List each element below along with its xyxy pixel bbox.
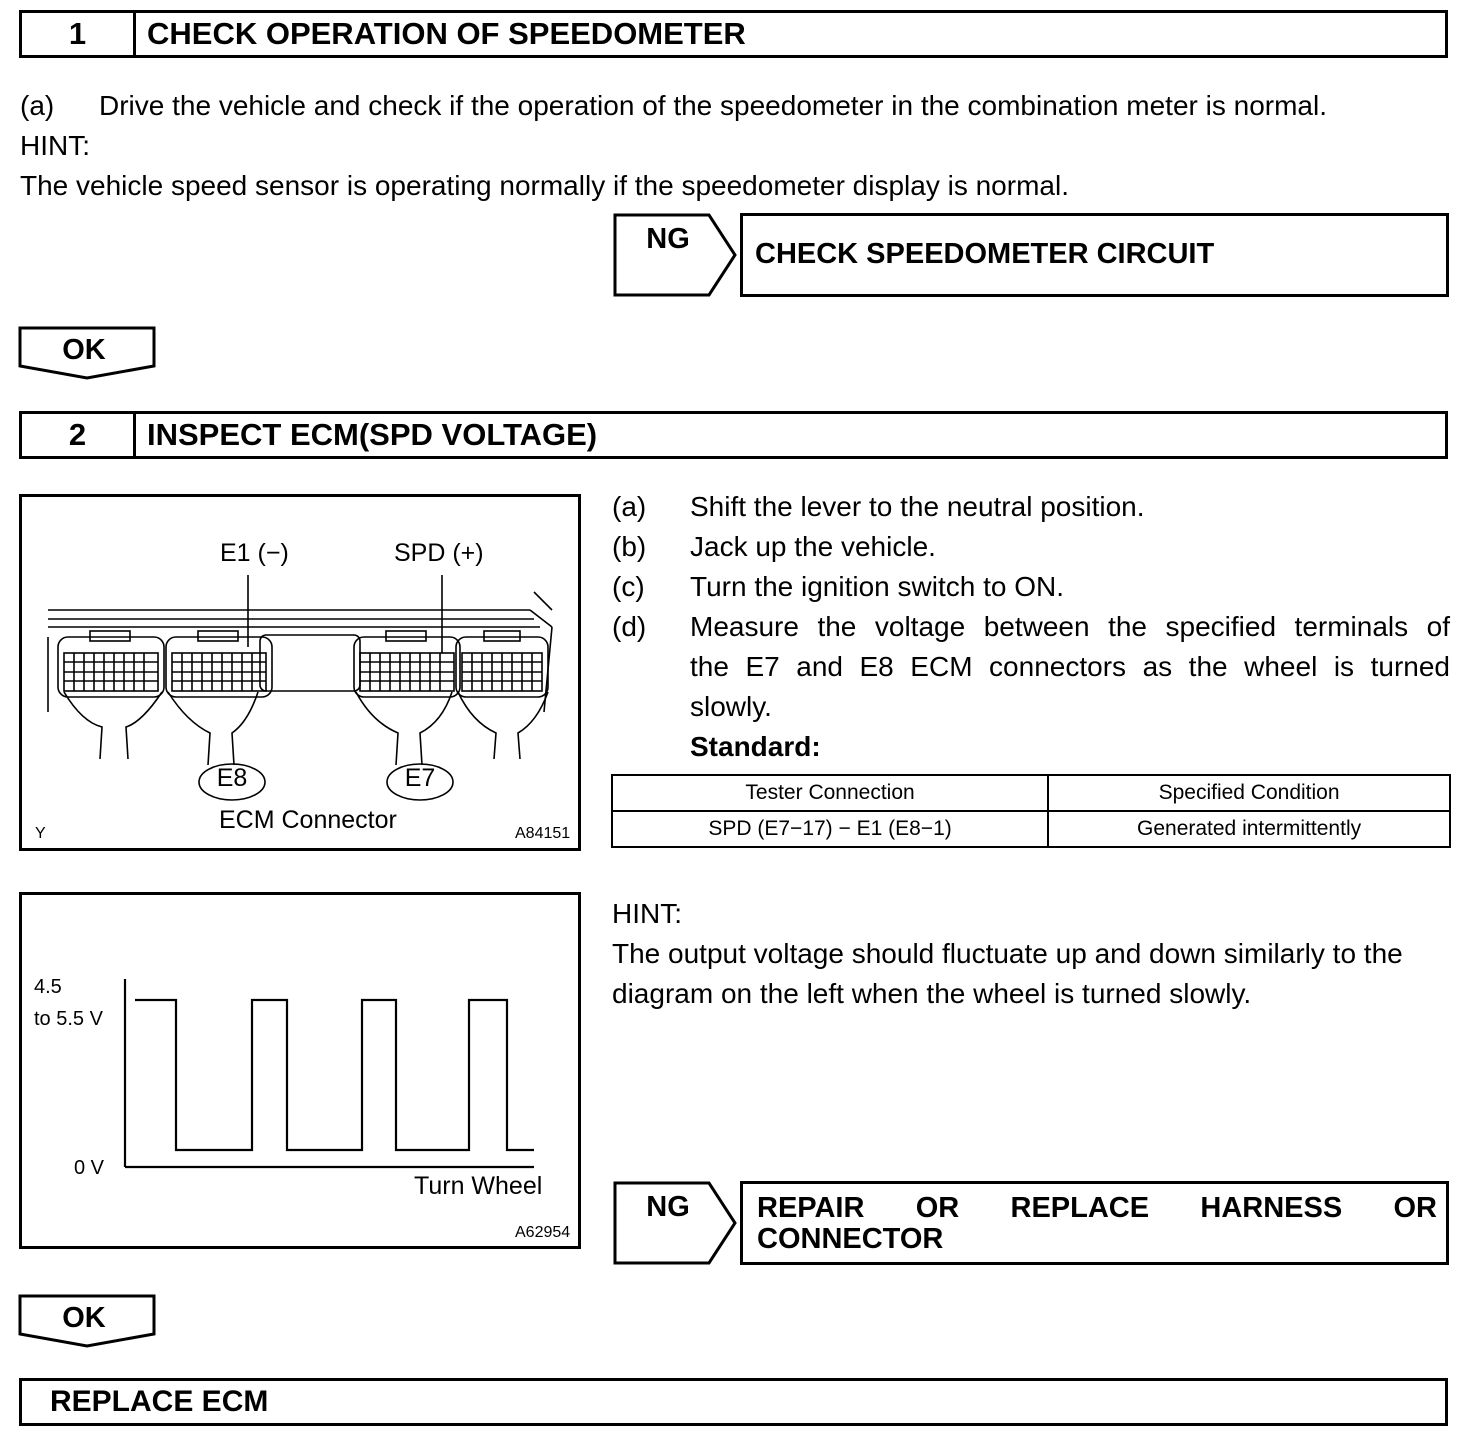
step-2-item-c-label: (c)	[612, 571, 645, 602]
standard-table	[611, 774, 1451, 848]
standard-label: Standard:	[690, 731, 821, 762]
step-2-ng-action-line-1	[757, 1192, 1437, 1225]
step-2-item-b-text: Jack up the vehicle.	[690, 531, 936, 562]
ecm-connector-figure	[19, 494, 581, 851]
step-2-ok-arrow	[18, 1294, 156, 1348]
ecm-connector-caption: ECM Connector	[219, 806, 397, 834]
step-2-item-b-label: (b)	[612, 531, 647, 562]
ng-word: OR	[915, 1192, 960, 1224]
step-1-title: CHECK OPERATION OF SPEEDOMETER	[147, 16, 746, 51]
e8-connector-label: E8	[216, 764, 248, 792]
step-1-ng-action-box	[740, 213, 1449, 297]
step-1-item-a-label: (a)	[20, 90, 55, 121]
step-2-ok-label: OK	[62, 1302, 106, 1334]
step-2-ng-arrow	[613, 1181, 738, 1265]
step-1-number: 1	[22, 13, 136, 55]
step-1-item-a-text: Drive the vehicle and check if the operation of the speedometer in the combination meter is normal.	[99, 90, 1327, 121]
step-1-hint-text: The vehicle speed sensor is operating normally if the speedometer display is normal.	[20, 170, 1069, 201]
spd-terminal-label: SPD (+)	[394, 539, 484, 567]
figure-2-code: A62954	[515, 1224, 571, 1241]
table-header-tester-connection: Tester Connection	[612, 775, 1048, 811]
ng-word: OR	[1393, 1192, 1437, 1224]
figure-1-corner-mark: Y	[35, 825, 46, 842]
step-1-ng-arrow	[613, 213, 738, 297]
step-2-item-d-line-3: slowly.	[690, 691, 772, 722]
step-2-item-c-text: Turn the ignition switch to ON.	[690, 571, 1065, 602]
step-2-hint-line-2: diagram on the left when the wheel is turned slowly.	[612, 978, 1252, 1009]
ng-word: REPLACE	[1010, 1192, 1150, 1224]
step-2-header	[19, 411, 1448, 459]
table-cell-condition: Generated intermittently	[1048, 811, 1450, 847]
y-axis-high-label-1: 4.5	[34, 976, 62, 998]
x-axis-label: Turn Wheel	[414, 1172, 543, 1200]
ng-word: HARNESS	[1200, 1192, 1343, 1224]
ng-word: REPAIR	[757, 1192, 865, 1224]
step-1-ok-arrow	[18, 326, 156, 380]
table-header-specified-condition: Specified Condition	[1048, 775, 1450, 811]
step-2-number: 2	[22, 414, 136, 456]
step-1-ng-action: CHECK SPEEDOMETER CIRCUIT	[755, 238, 1215, 270]
step-2-ng-action-box	[740, 1181, 1449, 1265]
final-action-title: REPLACE ECM	[50, 1385, 269, 1418]
step-2-item-a-label: (a)	[612, 491, 647, 522]
ecm-connector-drawing	[22, 497, 578, 848]
step-1-hint-label: HINT:	[20, 130, 90, 161]
voltage-waveform-figure	[19, 892, 581, 1249]
step-2-ng-action-line-2: CONNECTOR	[757, 1223, 944, 1255]
step-2-ng-label: NG	[646, 1191, 690, 1223]
step-1-ng-label: NG	[646, 223, 690, 255]
step-2-item-d-label: (d)	[612, 611, 647, 642]
step-2-item-d-line-2: the E7 and E8 ECM connectors as the wheel is turned	[690, 651, 1450, 682]
final-action-box	[19, 1378, 1448, 1426]
step-2-title: INSPECT ECM(SPD VOLTAGE)	[147, 417, 598, 452]
table-row	[612, 811, 1450, 847]
y-axis-high-label-2: to 5.5 V	[34, 1008, 103, 1030]
table-cell-connection: SPD (E7−17) − E1 (E8−1)	[612, 811, 1048, 847]
figure-1-code: A84151	[515, 825, 571, 842]
step-2-item-a-text: Shift the lever to the neutral position.	[690, 491, 1145, 522]
y-axis-low-label: 0 V	[74, 1157, 105, 1179]
e1-terminal-label: E1 (−)	[220, 539, 289, 567]
step-2-hint-label: HINT:	[612, 898, 682, 929]
step-2-item-d-line-1: Measure the voltage between the specified terminals of	[690, 611, 1450, 642]
e7-connector-label: E7	[404, 764, 436, 792]
step-1-ok-label: OK	[62, 334, 106, 366]
step-2-hint-line-1: The output voltage should fluctuate up and down similarly to the	[612, 938, 1403, 969]
step-1-header	[19, 10, 1448, 58]
